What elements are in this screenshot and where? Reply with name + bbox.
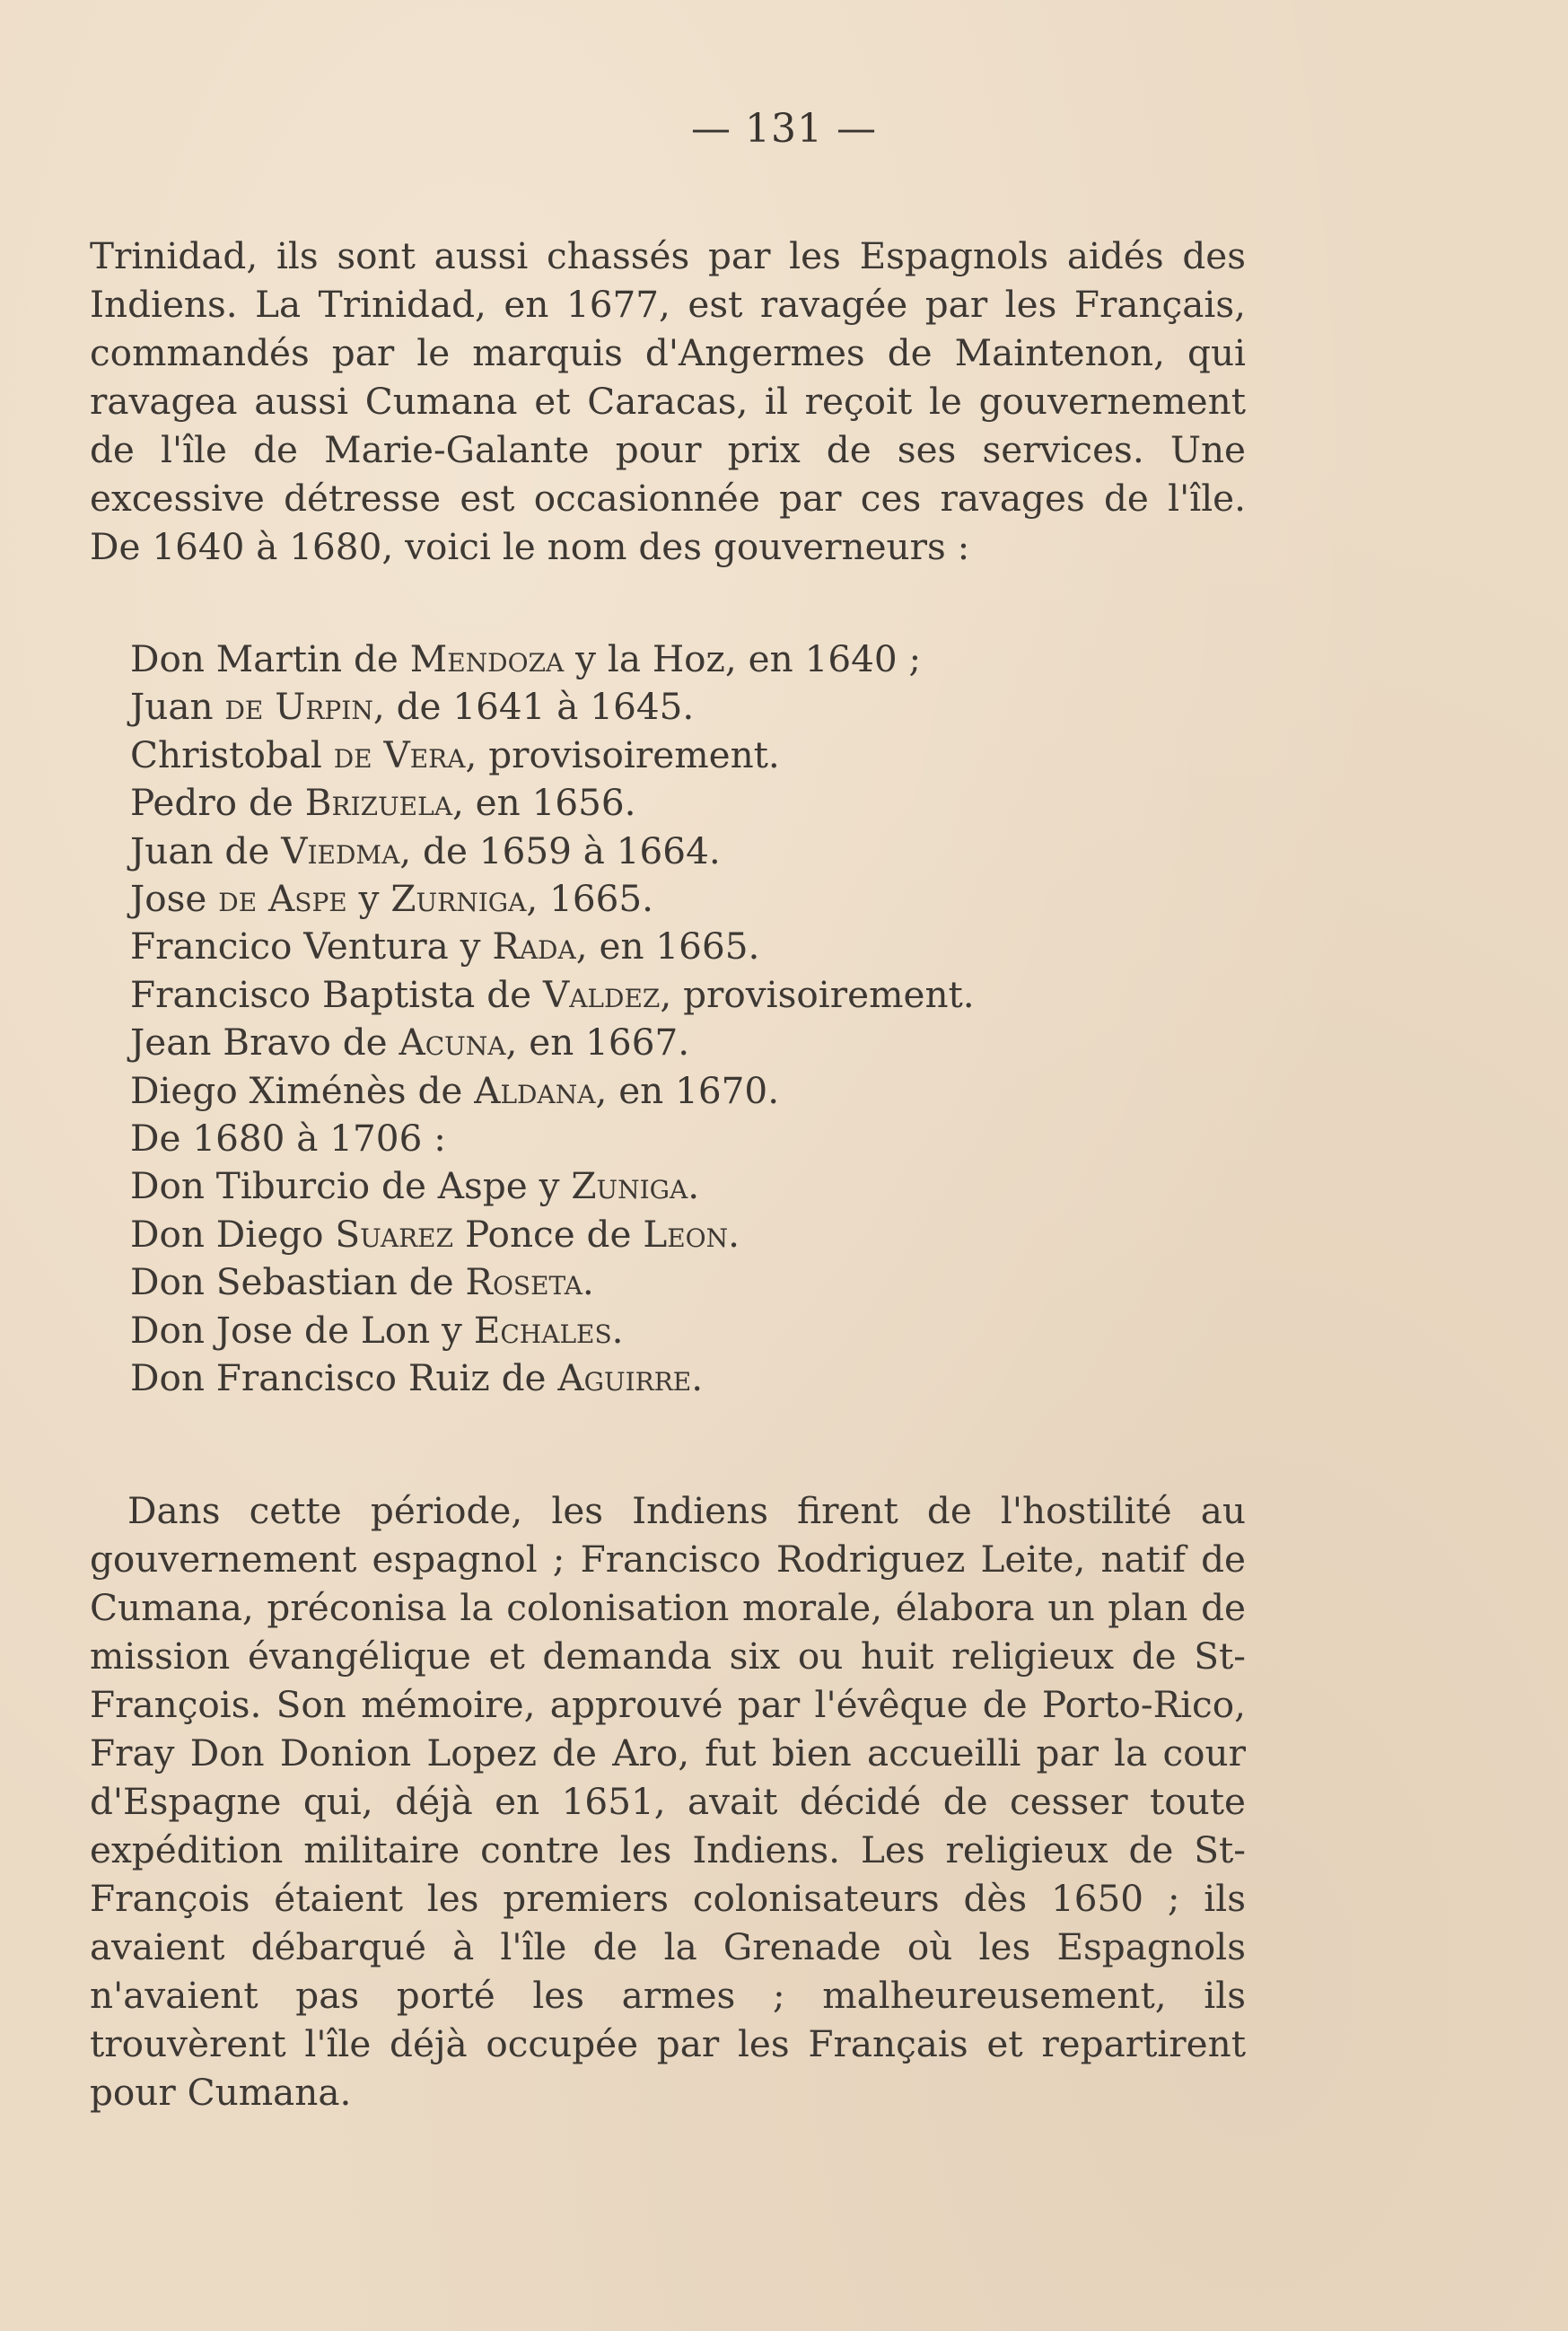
list-item: Christobal de Vera, provisoirement. — [130, 732, 780, 776]
list-item: Francisco Baptista de Valdez, provisoirement. — [130, 972, 975, 1016]
list-item: Don Jose de Lon y Echales. — [130, 1308, 624, 1352]
list-item: Jose de Aspe y Zurniga, 1665. — [130, 877, 654, 921]
list-item: Don Tiburcio de Aspe y Zuniga. — [130, 1164, 700, 1208]
list-item: Don Francisco Ruiz de Aguirre. — [130, 1356, 704, 1400]
page-number: — 131 — — [691, 106, 877, 152]
list-item: Juan de Urpin, de 1641 à 1645. — [130, 685, 695, 729]
list-item: Jean Bravo de Acuna, en 1667. — [130, 1021, 690, 1065]
list-item: Don Martin de Mendoza y la Hoz, en 1640 ; — [130, 637, 922, 680]
list-item: Diego Ximénès de Aldana, en 1670. — [130, 1068, 780, 1112]
list-item: Juan de Viedma, de 1659 à 1664. — [130, 828, 721, 872]
list-item: Pedro de Brizuela, en 1656. — [130, 781, 636, 825]
list-item: Don Sebastian de Roseta. — [130, 1260, 594, 1304]
list-item: Don Diego Suarez Ponce de Leon. — [130, 1212, 740, 1256]
paragraph-intro: Trinidad, ils sont aussi chassés par les Espagnols aidés des Indiens. La Trinidad, en 1677, est ravagée par les Français, commandés par le marquis d'Angermes de Maintenon, qui ravagea aussi Cumana et Caracas, il reçoit le gouvernement de l'île de Marie-Galante pour prix de ses services. Une excessive détresse est occasionnée par ces ravages de l'île. De 1640 à 1680, voici le nom des gouverneurs : — [90, 233, 1246, 568]
list-subheading: De 1680 à 1706 : — [130, 1117, 446, 1161]
list-item: Francico Ventura y Rada, en 1665. — [130, 925, 760, 968]
paragraph-missions: Dans cette période, les Indiens firent de l'hostilité au gouvernement espagnol ; Francisco Rodriguez Leite, natif de Cumana, préconisa la colonisation morale, élabora un plan de mission évangélique et demanda six ou huit religieux de St-François. Son mémoire, approuvé par l'évêque de Porto-Rico, Fray Don Donion Lopez de Aro, fut bien accueilli par la cour d'Espagne qui, déjà en 1651, avait décidé de cesser toute expédition militaire contre les Indiens. Les religieux de St-François étaient les premiers colonisateurs dès 1650 ; ils avaient débarqué à l'île de la Grenade où les Espagnols n'avaient pas porté les armes ; malheureusement, ils trouvèrent l'île déjà occupée par les Français et repartirent pour Cumana. — [90, 1488, 1246, 2114]
governors-list — [130, 635, 1234, 1403]
